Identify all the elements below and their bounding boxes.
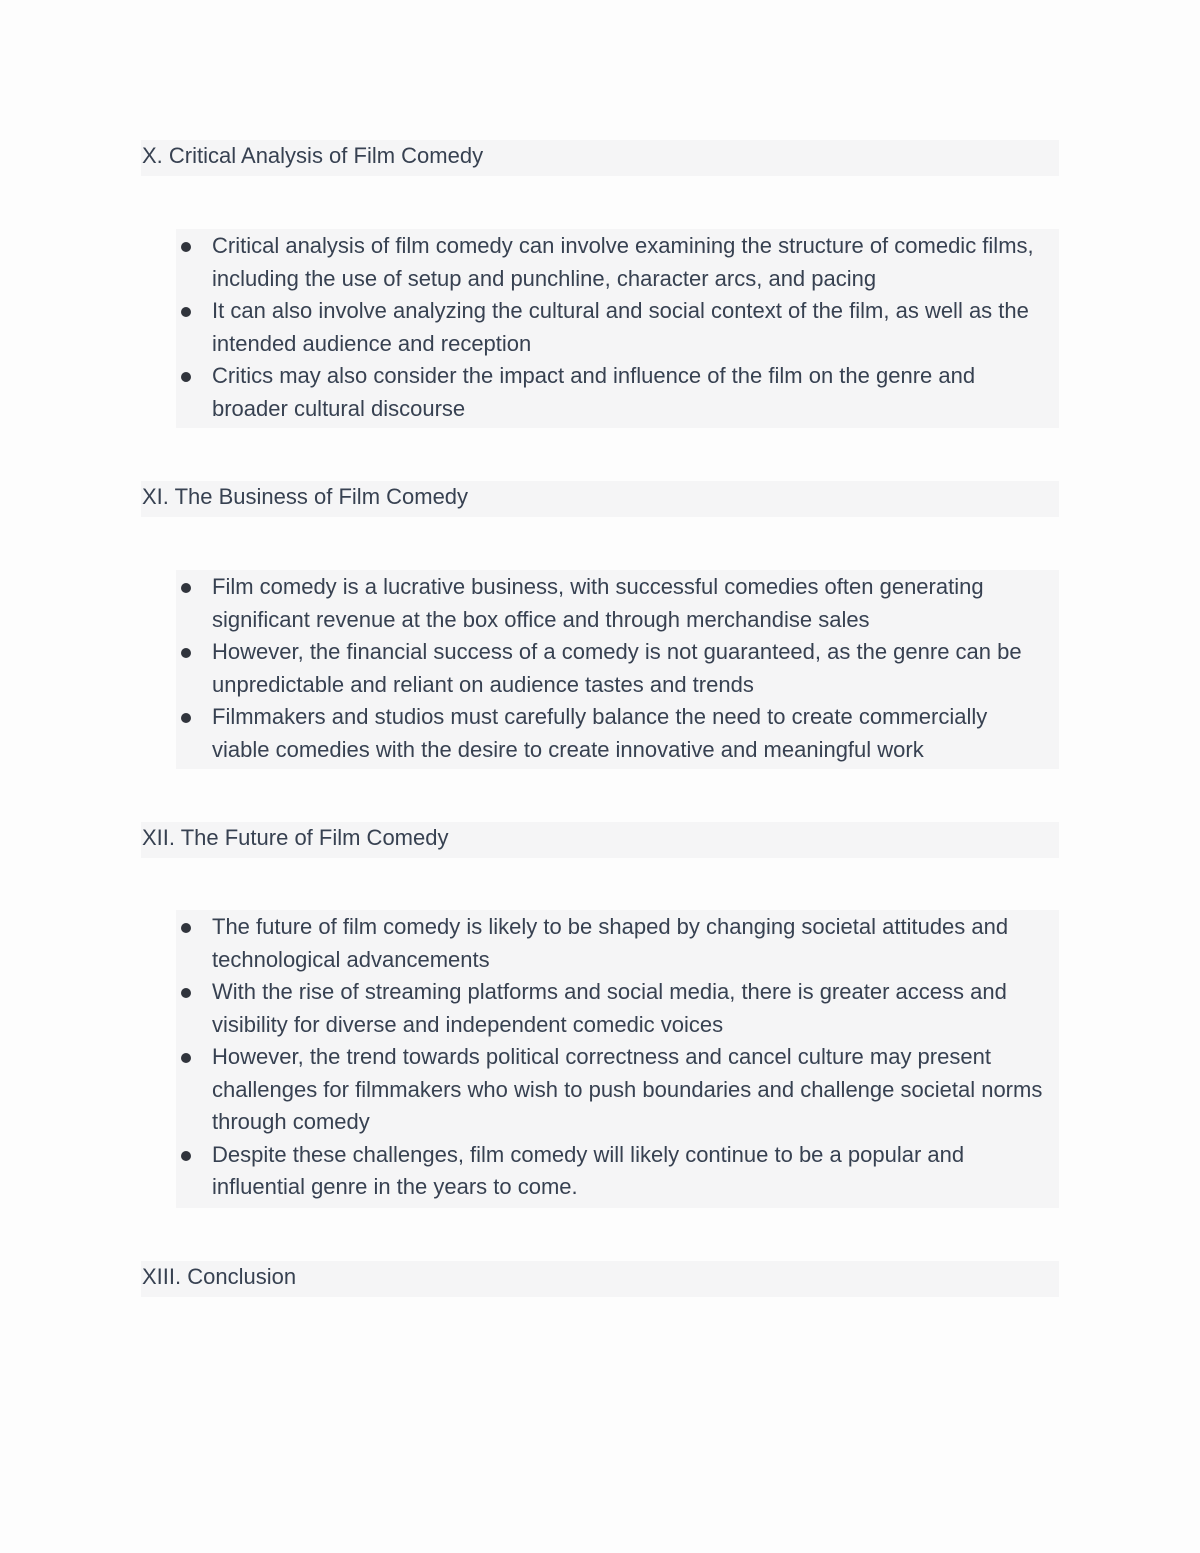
list-item: [212, 360, 1049, 425]
list-item-text: Film comedy is a lucrative business, with successful comedies often generating significant revenue at the box office and through merchandise sales: [212, 574, 984, 632]
bullet-icon: [181, 1151, 191, 1161]
list-item-text: The future of film comedy is likely to be shaped by changing societal attitudes and technological advancements: [212, 914, 1009, 972]
list-item-text: Filmmakers and studios must carefully balance the need to create commercially viable comedies with the desire to create innovative and meaningful work: [212, 704, 988, 762]
bullet-icon: [181, 988, 191, 998]
list-item: [212, 571, 1049, 636]
bullet-icon: [181, 923, 191, 933]
list-item-text: Critical analysis of film comedy can involve examining the structure of comedic films, including the use of setup and punchline, character arcs, and pacing: [212, 233, 1034, 291]
bullet-list-future: [176, 910, 1059, 1208]
list-item: [212, 636, 1049, 701]
section-heading-conclusion: XIII. Conclusion: [141, 1261, 1059, 1297]
section-heading-business: XI. The Business of Film Comedy: [141, 481, 1059, 517]
list-item: [212, 230, 1049, 295]
list-item-text: Despite these challenges, film comedy will likely continue to be a popular and influential genre in the years to come.: [212, 1141, 965, 1199]
bullet-icon: [181, 242, 191, 252]
list-item: [212, 295, 1049, 360]
bullet-icon: [181, 648, 191, 658]
section-heading-future: XII. The Future of Film Comedy: [141, 822, 1059, 858]
bullet-icon: [181, 307, 191, 317]
bullet-icon: [181, 372, 191, 382]
list-item: [212, 976, 1049, 1041]
list-item: [212, 911, 1049, 976]
bullet-list-critical-analysis: [176, 229, 1059, 428]
bullet-icon: [181, 1053, 191, 1063]
list-item-text: Critics may also consider the impact and influence of the film on the genre and broader cultural discourse: [212, 363, 976, 421]
bullet-icon: [181, 583, 191, 593]
list-item: [212, 1139, 1049, 1204]
list-item: [212, 1041, 1049, 1139]
section-heading-critical-analysis: X. Critical Analysis of Film Comedy: [141, 140, 1059, 176]
list-item-text: However, the trend towards political correctness and cancel culture may present challenges for filmmakers who wish to push boundaries and challenge societal norms through comedy: [212, 1044, 1043, 1134]
bullet-icon: [181, 713, 191, 723]
list-item-text: However, the financial success of a comedy is not guaranteed, as the genre can be unpredictable and reliant on audience tastes and trends: [212, 639, 1022, 697]
list-item-text: With the rise of streaming platforms and social media, there is greater access and visibility for diverse and independent comedic voices: [212, 979, 1007, 1037]
list-item-text: It can also involve analyzing the cultural and social context of the film, as well as the intended audience and reception: [212, 298, 1029, 356]
bullet-list-business: [176, 570, 1059, 769]
list-item: [212, 701, 1049, 766]
